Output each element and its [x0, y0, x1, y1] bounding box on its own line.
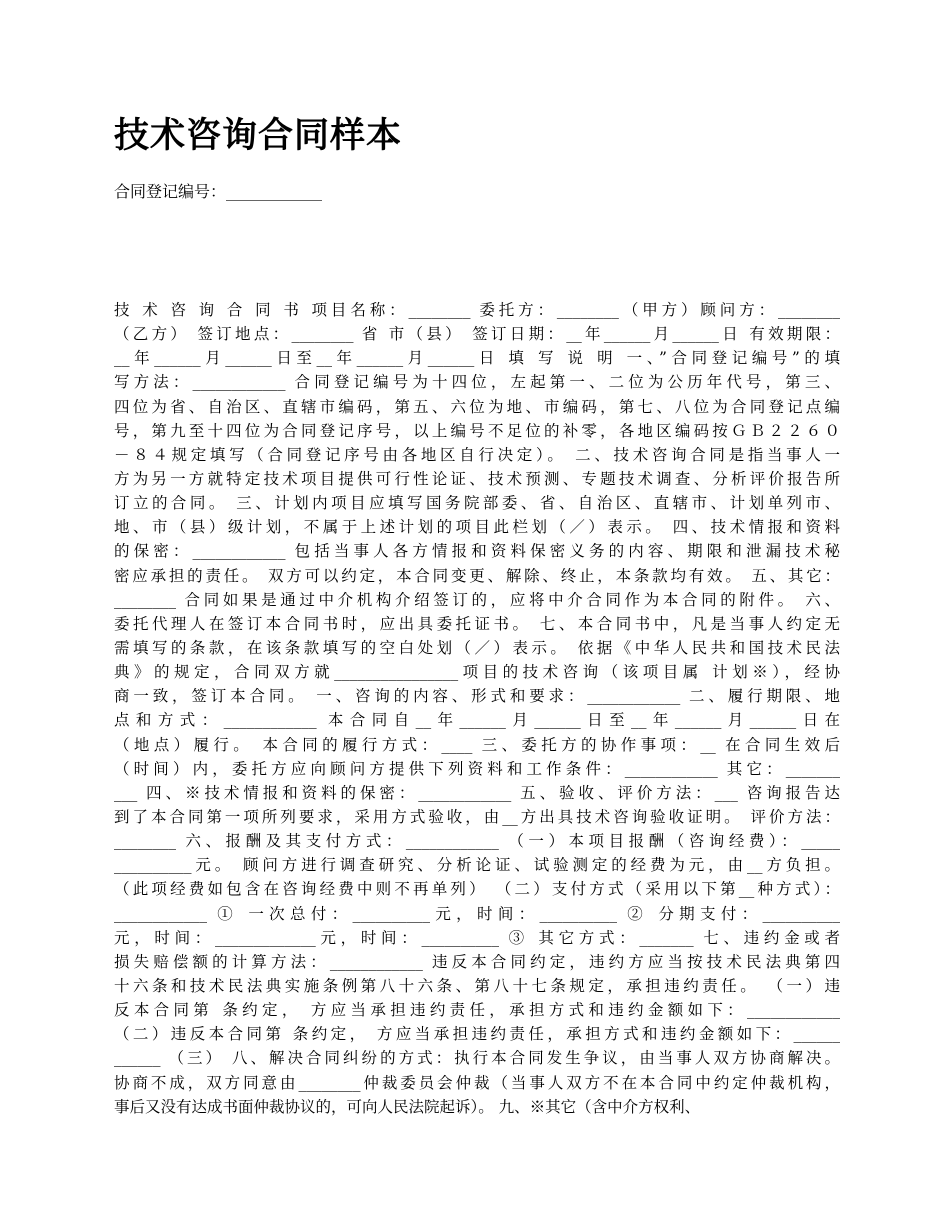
body-line: 事后又没有达成书面仲裁协议的，可向人民法院起诉）。 九、※其它（含中介方权利、	[114, 1097, 701, 1116]
body-line: 到了本合同第一项所列要求，采用方式验收，由__方出具技术咨询验收证明。 评价方法：	[114, 807, 840, 826]
body-line: 四位为省、自治区、直辖市编码，第五、六位为地、市编码，第七、八位为合同登记点编	[114, 397, 840, 416]
body-line: __________元。 顾问方进行调查研究、分析论证、试验测定的经费为元，由__方负担。	[114, 856, 840, 875]
body-line: 号，第九至十四位为合同登记序号，以上编号不足位的补零，各地区编码按ＧＢ２２６０	[114, 421, 840, 440]
body-line: 技 术 咨 询 合 同 书 项目名称：________ 委托方：________（甲方）顾问方：________	[114, 301, 840, 319]
registration-number-line: 合同登记编号：____________	[114, 182, 323, 201]
body-line: 的保密：____________ 包括当事人各方情报和资料保密义务的内容、期限和泄漏技术秘	[114, 542, 840, 561]
body-line: 密应承担的责任。 双方可以约定，本合同变更、解除、终止，本条款均有效。 五、其它：	[114, 566, 840, 585]
body-line: ___ 四、※技术情报和资料的保密：____________ 五、验收、评价方法：___ 咨询报告达	[114, 783, 840, 802]
body-line: （此项经费如包含在咨询经费中则不再单列） （二）支付方式（采用以下第__种方式）：	[114, 880, 840, 899]
body-line: 协商不成，双方同意由________仲裁委员会仲裁（当事人双方不在本合同中约定仲裁机构，	[114, 1073, 840, 1092]
body-line: 方为另一方就特定技术项目提供可行性论证、技术预测、专题技术调查、分析评价报告所	[114, 469, 840, 488]
body-line: －８４规定填写（合同登记序号由各地区自行决定）。 二、技术咨询合同是指当事人一	[114, 445, 840, 464]
body-line: 商一致，签订本合同。 一、咨询的内容、形式和要求：____________ 二、履行期限、地	[114, 687, 840, 706]
body-line: （二）违反本合同第 条约定， 方应当承担违约责任，承担方式和违约金额如下：______	[114, 1025, 840, 1044]
body-line: 十六条和技术民法典实施条例第八十六条、第八十七条规定，承担违约责任。 （一）违	[114, 976, 840, 995]
body-line: 地、市（县）级计划，不属于上述计划的项目此栏划（／）表示。 四、技术情报和资料	[114, 518, 840, 537]
body-line: ________ 合同如果是通过中介机构介绍签订的，应将中介合同作为本合同的附件。 六、	[114, 590, 840, 609]
body-line: ________ 六、报酬及其支付方式：____________ （一）本项目报酬（咨询经费）：_____	[114, 832, 840, 851]
body-line: 典》的规定，合同双方就________________项目的技术咨询（该项目属 计划※），经协	[114, 663, 840, 682]
body-line: 委托代理人在签订本合同书时，应出具委托证书。 七、本合同书中，凡是当事人约定无	[114, 614, 840, 633]
body-line: 反本合同第 条约定， 方应当承担违约责任，承担方式和违约金额如下：____________	[114, 1001, 840, 1020]
body-line: 写方法：____________ 合同登记编号为十四位，左起第一、二位为公历年代号，第三、	[114, 373, 840, 392]
body-line: 点和方式：____________ 本合同自__年______月______日至__年______月______日在	[114, 711, 840, 730]
document-title: 技术咨询合同样本	[114, 116, 403, 156]
body-line: ______ （三） 八、解决合同纠纷的方式：执行本合同发生争议，由当事人双方协商解决。	[114, 1049, 840, 1068]
body-line: （时间）内，委托方应向顾问方提供下列资料和工作条件：____________ 其它：_______	[114, 759, 840, 778]
body-line: ____________ ① 一次总付：__________元，时间：__________ ② 分期支付：__________	[114, 904, 840, 923]
body-line: 需填写的条款，在该条款填写的空白处划（／）表示。 依据《中华人民共和国技术民法	[114, 638, 840, 657]
body-line: 损失赔偿额的计算方法：____________ 违反本合同约定，违约方应当按技术民法典第四	[114, 952, 840, 971]
body-line: __年______月______日至__年______月______日 填 写 说 明 一、”合同登记编号”的填	[114, 349, 840, 368]
body-line: 订立的合同。 三、计划内项目应填写国务院部委、省、自治区、直辖市、计划单列市、	[114, 494, 840, 513]
body-line: （地点）履行。 本合同的履行方式：____ 三、委托方的协作事项：__ 在合同生效后	[114, 735, 840, 754]
body-line: 元，时间：_____________元，时间：__________ ③ 其它方式：_______ 七、违约金或者	[114, 928, 840, 947]
contract-body-text	[114, 298, 840, 1119]
body-line: （乙方） 签订地点：________ 省 市（县） 签订日期：__年______月______日 有效期限：	[114, 325, 840, 344]
